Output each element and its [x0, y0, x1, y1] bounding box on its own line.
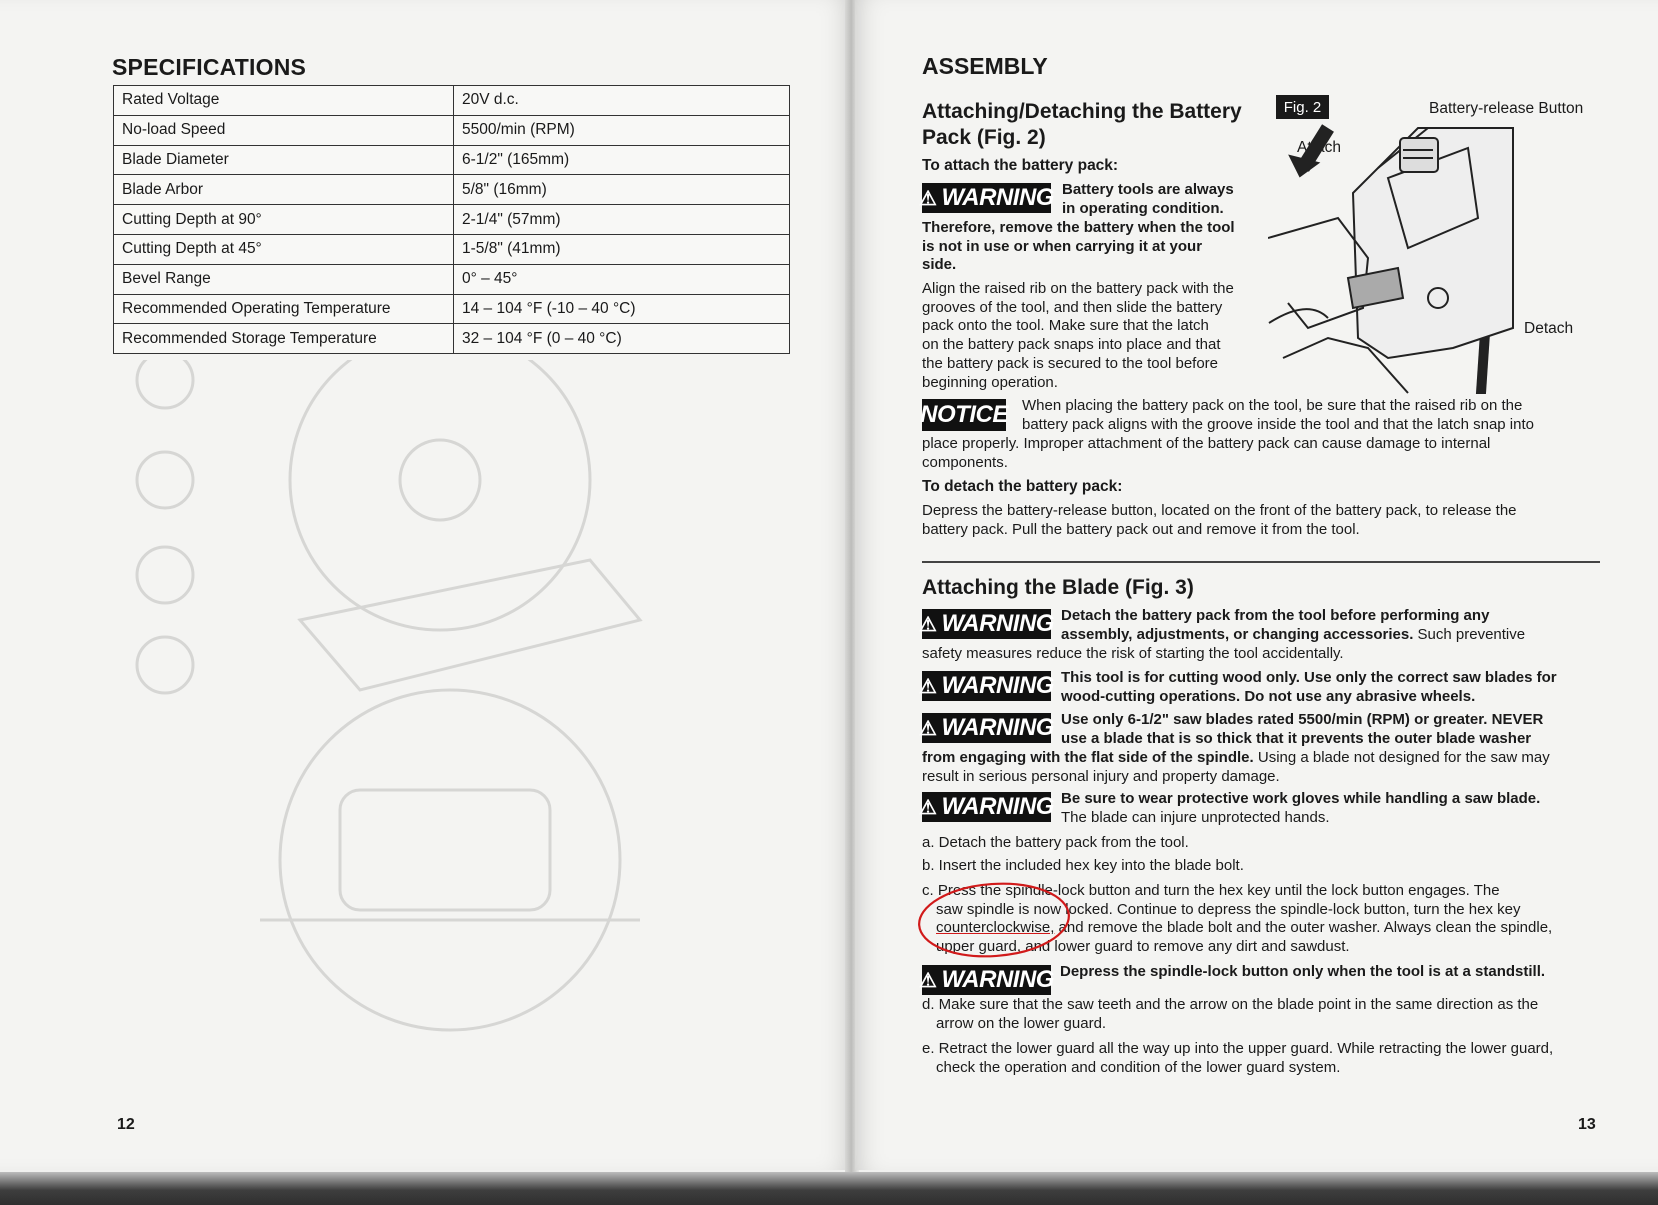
spec-value: 14 – 104 °F (-10 – 40 °C)	[454, 294, 790, 324]
warning-triangle-icon: ⚠	[919, 187, 937, 210]
spec-label: Blade Diameter	[114, 145, 454, 175]
table-row	[114, 175, 790, 205]
warning-triangle-icon: ⚠	[919, 675, 937, 698]
warning-text-battery: Battery tools are always in operating condition.	[1062, 181, 1234, 217]
step-d: d. Make sure that the saw teeth and the arrow on the blade point in the same direction as the arrow on the lower guard.	[922, 996, 1539, 1032]
warning-triangle-icon: ⚠	[919, 613, 937, 636]
attach-instructions: Align the raised rib on the battery pack with the grooves of the tool, and then slide the battery pack onto the tool. Make sure that the latch on the battery pack snaps into place and that the battery pack is secured to the tool before beginning operation.	[922, 280, 1234, 391]
warning-text-blade-rating: Use only 6-1/2" saw blades rated 5500/min (RPM) or greater. NEVER use a blade that is so thick that it prevents the outer blade washer	[1061, 711, 1544, 747]
figure-callout-attach: Attach	[1297, 139, 1341, 156]
spec-value: 1-5/8" (41mm)	[454, 234, 790, 264]
table-row	[114, 234, 790, 264]
detach-heading: To detach the battery pack:	[922, 478, 1123, 495]
section-divider	[922, 561, 1600, 563]
detach-instructions: Depress the battery-release button, located on the front of the battery pack, to release the battery pack. Pull the battery pack out and remove it from the tool.	[922, 502, 1517, 538]
table-row	[114, 115, 790, 145]
warning-text-blade-rating-cont: from engaging with the flat side of the spindle. Using a blade not designed for the saw may result in serious personal injury and property damage.	[922, 749, 1550, 785]
spec-value: 20V d.c.	[454, 86, 790, 116]
spec-label: Rated Voltage	[114, 86, 454, 116]
warning-text-wood-only: This tool is for cutting wood only. Use only the correct saw blades for wood-cutting operations. Do not use any abrasive wheels.	[1061, 669, 1557, 705]
warning-badge: ⚠ WARNING	[919, 714, 1054, 741]
section-heading-blade: Attaching the Blade (Fig. 3)	[922, 576, 1194, 599]
table-row	[114, 294, 790, 324]
spec-value: 5/8" (16mm)	[454, 175, 790, 205]
warning-badge: ⚠ WARNING	[919, 672, 1054, 699]
red-pen-circle-annotation	[914, 878, 1079, 962]
assembly-title: ASSEMBLY	[922, 53, 1048, 79]
spec-value: 2-1/4" (57mm)	[454, 205, 790, 235]
page-number-right: 13	[1578, 1116, 1596, 1133]
table-row	[114, 264, 790, 294]
figure-callout-detach: Detach	[1524, 320, 1574, 337]
warning-triangle-icon: ⚠	[919, 796, 937, 819]
warning-text-gloves: Be sure to wear protective work gloves while handling a saw blade. The blade can injure unprotected hands.	[1061, 790, 1541, 826]
spec-label: No-load Speed	[114, 115, 454, 145]
spec-label: Recommended Storage Temperature	[114, 324, 454, 354]
spec-label: Cutting Depth at 45°	[114, 234, 454, 264]
warning-text-detach: Detach the battery pack from the tool before performing any assembly, adjustments, or changing accessories. Such preventive	[1061, 607, 1526, 643]
spec-label: Bevel Range	[114, 264, 454, 294]
spec-value: 32 – 104 °F (0 – 40 °C)	[454, 324, 790, 354]
step-b: b. Insert the included hex key into the blade bolt.	[922, 857, 1244, 874]
warning-triangle-icon: ⚠	[919, 969, 937, 992]
table-row	[114, 86, 790, 116]
warning-badge: ⚠ WARNING	[919, 793, 1054, 820]
step-a: a. Detach the battery pack from the tool.	[922, 834, 1189, 851]
warning-text-standstill: Depress the spindle-lock button only when the tool is at a standstill.	[1060, 963, 1546, 980]
bleed-through-saw-drawing	[120, 360, 800, 1040]
warning-triangle-icon: ⚠	[919, 717, 937, 740]
warning-badge: ⚠ WARNING	[919, 966, 1054, 993]
table-row	[114, 324, 790, 354]
table-row	[114, 205, 790, 235]
warning-text-battery-cont: Therefore, remove the battery when the tool is not in use or when carrying it at your side.	[922, 219, 1235, 274]
section-heading-battery: Attaching/Detaching the Battery Pack (Fig. 2)	[922, 100, 1242, 149]
page-number-left: 12	[117, 1116, 135, 1133]
figure-callout-battery-release: Battery-release Button	[1429, 100, 1584, 117]
notice-text: When placing the battery pack on the tool, be sure that the raised rib on the battery pack aligns with the groove inside the tool and that the latch snap into	[1022, 397, 1534, 433]
warning-text-detach-cont: safety measures reduce the risk of starting the tool accidentally.	[922, 645, 1344, 662]
spec-label: Blade Arbor	[114, 175, 454, 205]
warning-badge: ⚠ WARNING	[919, 610, 1054, 637]
figure-label: Fig. 2	[1276, 95, 1329, 119]
step-e: e. Retract the lower guard all the way up into the upper guard. While retracting the lower guard, check the operation and condition of the lower guard system.	[922, 1040, 1554, 1076]
battery-pack-illustration	[1268, 108, 1518, 394]
specifications-table	[113, 85, 790, 354]
table-row	[114, 145, 790, 175]
spec-value: 0° – 45°	[454, 264, 790, 294]
left-page	[0, 0, 850, 1170]
spec-label: Cutting Depth at 90°	[114, 205, 454, 235]
spec-value: 5500/min (RPM)	[454, 115, 790, 145]
scanner-edge	[0, 1172, 1658, 1205]
step-c: c. Press the spindle-lock button and turn the hex key until the lock button engages. The saw spindle is now locked. Continue to depress the spindle-lock button, turn the hex key counterclockwise, and remove the blade bolt and the outer washer. Always clean the spindle, upper guard, and lower guard to remove any dirt and sawdust.	[922, 882, 1553, 956]
spec-label: Recommended Operating Temperature	[114, 294, 454, 324]
spec-value: 6-1/2" (165mm)	[454, 145, 790, 175]
attach-heading: To attach the battery pack:	[922, 157, 1119, 174]
specifications-title: SPECIFICATIONS	[112, 54, 307, 80]
notice-badge: NOTICE	[922, 399, 1006, 431]
notice-text-cont: place properly. Improper attachment of the battery pack can cause damage to internal components.	[922, 435, 1491, 471]
warning-badge: ⚠ WARNING	[919, 184, 1054, 211]
